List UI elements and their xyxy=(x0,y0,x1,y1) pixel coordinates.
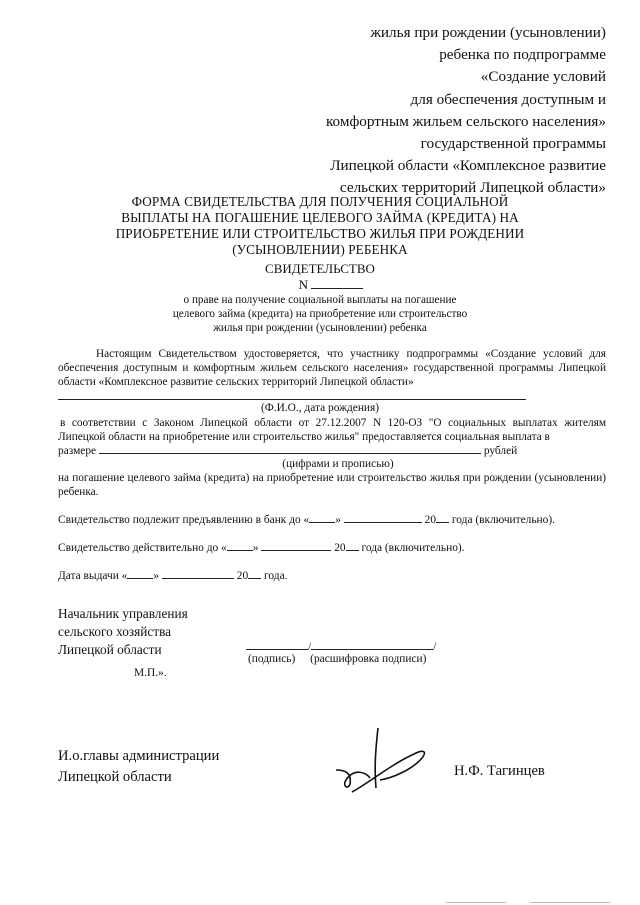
form-title-line: (УСЫНОВЛЕНИИ) РЕБЕНКА xyxy=(232,242,408,257)
signatory-position xyxy=(58,746,219,788)
form-title-line: ФОРМА СВИДЕТЕЛЬСТВА ДЛЯ ПОЛУЧЕНИЯ СОЦИАЛЬНОЙ xyxy=(131,194,509,209)
number-blank[interactable] xyxy=(311,277,363,289)
handwritten-signature xyxy=(330,726,440,796)
official-position-line: Липецкой области xyxy=(58,642,162,657)
scan-mark xyxy=(446,902,506,903)
issue-date-row: Дата выдачи « » 20 года. xyxy=(58,567,288,583)
signature-caption: (подпись) xyxy=(248,653,296,665)
certificate-subtitle xyxy=(0,293,640,335)
valid-year-blank[interactable] xyxy=(346,539,359,551)
bank-month-blank[interactable] xyxy=(344,511,422,523)
law-paragraph: в соответствии с Законом Липецкой области от 27.12.2007 N 120-ОЗ "О социальных выплатах жителям Липецкой области на приобретение или строительство жилья" предоставляется социальная выплата в xyxy=(58,417,606,443)
header-line: государственной программы xyxy=(420,135,606,153)
form-title-line: ВЫПЛАТЫ НА ПОГАШЕНИЕ ЦЕЛЕВОГО ЗАЙМА (КРЕДИТА) НА xyxy=(121,210,519,225)
signature-fields: / / xyxy=(246,638,436,654)
certificate-heading: СВИДЕТЕЛЬСТВО xyxy=(265,261,375,276)
certificate-heading-block xyxy=(0,261,640,293)
amount-blank[interactable] xyxy=(99,442,481,454)
stamp-placeholder: М.П.». xyxy=(134,667,167,679)
header-line: «Создание условий xyxy=(480,68,606,86)
signatory-name: Н.Ф. Тагинцев xyxy=(454,763,545,779)
bank-year-blank[interactable] xyxy=(436,511,449,523)
header-line: Липецкой области «Комплексное развитие xyxy=(330,157,606,175)
bank-deadline-row: Свидетельство подлежит предъявлению в банк до « » 20 года (включительно). xyxy=(58,511,555,527)
official-position-line: Начальник управления xyxy=(58,606,188,621)
header-line: жилья при рождении (усыновлении) xyxy=(370,24,606,41)
purpose-paragraph: на погашение целевого займа (кредита) на приобретение или строительство жилья при рождении (усыновлении) ребенка. xyxy=(58,472,606,498)
subtitle-line: жилья при рождении (усыновлении) ребенка xyxy=(213,322,427,334)
header-line: комфортным жильем сельского населения» xyxy=(325,112,606,130)
header-line: для обеспечения доступным и xyxy=(410,90,606,108)
scan-mark xyxy=(530,902,610,903)
decode-caption: (расшифровка подписи) xyxy=(310,653,427,665)
header-line: ребенка по подпрограмме xyxy=(439,46,606,64)
signature-captions xyxy=(248,652,426,666)
intro-paragraph: Настоящим Свидетельством удостоверяется, что участнику подпрограммы «Создание условий для обеспечения доступным и комфортным жильем сельского населения» государственной программы Липецкой области «Комплексное развитие сельских территорий Липецкой области» xyxy=(58,348,606,388)
validity-row: Свидетельство действительно до « » 20 года (включительно). xyxy=(58,539,465,555)
valid-day-blank[interactable] xyxy=(227,539,253,551)
fio-caption: (Ф.И.О., дата рождения) xyxy=(260,402,380,414)
signature-blank[interactable] xyxy=(246,638,308,650)
amount-label: размере xyxy=(58,445,97,457)
header-line: сельских территорий Липецкой области» xyxy=(339,179,606,197)
signatory-position-line: Липецкой области xyxy=(58,769,172,785)
signatory-position-line: И.о.главы администрации xyxy=(58,748,220,764)
amount-row xyxy=(58,442,618,458)
amount-unit: рублей xyxy=(483,445,518,457)
issue-month-blank[interactable] xyxy=(162,567,234,579)
subtitle-line: целевого займа (кредита) на приобретение или строительство xyxy=(172,308,468,320)
subtitle-line: о праве на получение социальной выплаты на погашение xyxy=(183,294,457,306)
valid-month-blank[interactable] xyxy=(261,539,331,551)
issue-year-blank[interactable] xyxy=(248,567,261,579)
signature-decode-blank[interactable] xyxy=(311,638,433,650)
certificate-number: N xyxy=(22,277,640,293)
official-position xyxy=(58,605,188,659)
official-position-line: сельского хозяйства xyxy=(58,624,172,639)
bank-day-blank[interactable] xyxy=(309,511,335,523)
form-title xyxy=(0,194,640,258)
issue-day-blank[interactable] xyxy=(127,567,153,579)
fio-blank[interactable] xyxy=(58,399,526,400)
header-block xyxy=(186,22,606,200)
form-title-line: ПРИОБРЕТЕНИЕ ИЛИ СТРОИТЕЛЬСТВО ЖИЛЬЯ ПРИ РОЖДЕНИИ xyxy=(115,226,525,241)
amount-caption: (цифрами и прописью) xyxy=(282,458,394,470)
